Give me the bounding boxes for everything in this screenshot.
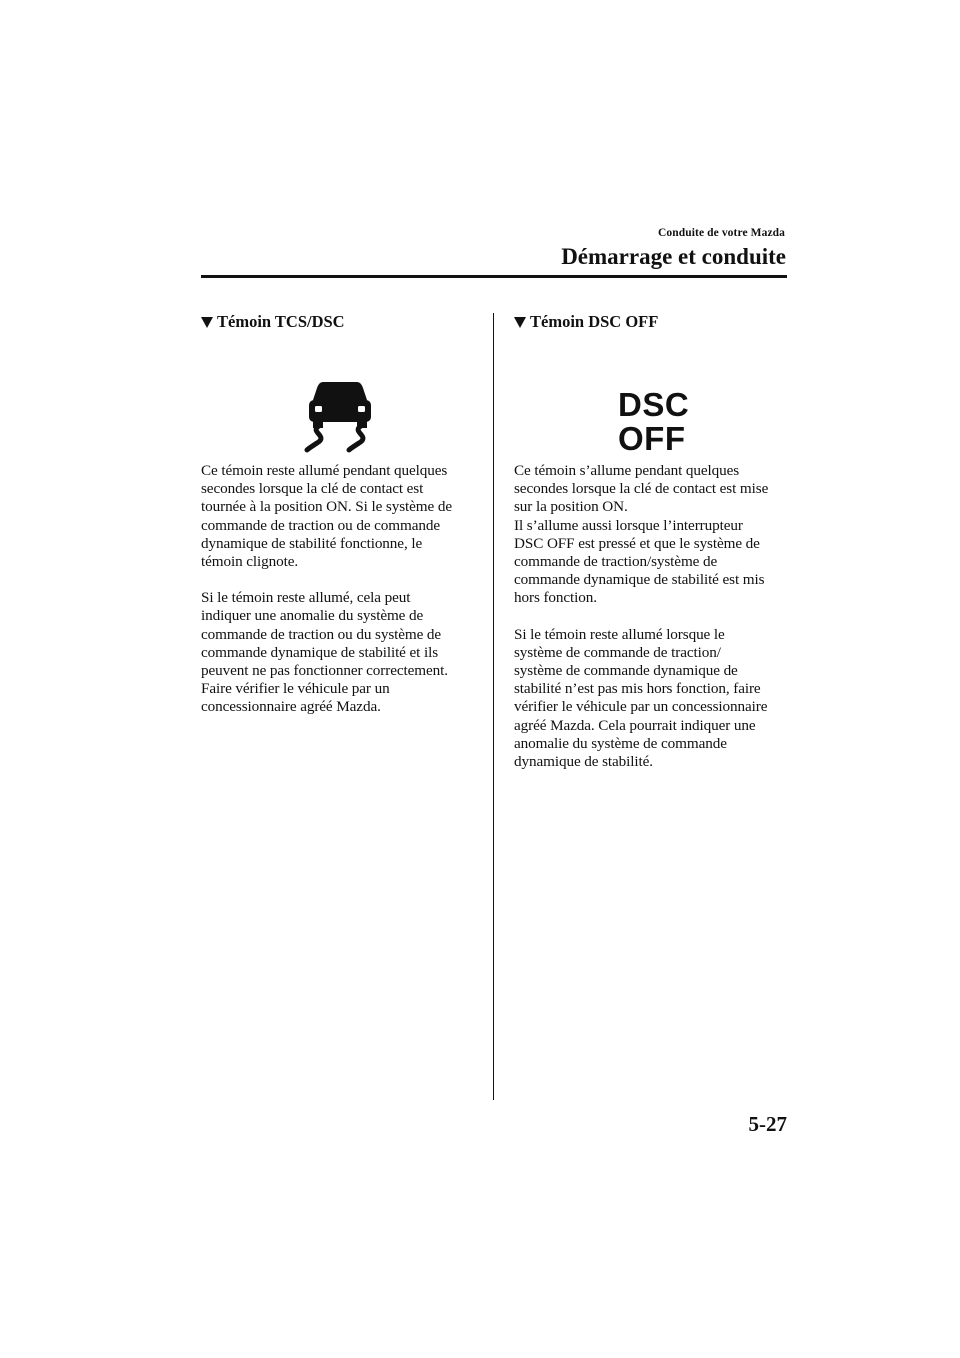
triangle-bullet-icon	[201, 317, 213, 328]
dsc-off-paragraph-2: Si le témoin reste allumé lorsque le système de commande de traction/ système de commande dynamique de stabilité n’est pas mis hors fonction, faire vérifier le véhicule par un concessionnaire agréé Mazda. Cela pourrait indiquer une anomalie du système de commande dynamique de stabilité.	[514, 625, 768, 771]
triangle-bullet-icon	[514, 317, 526, 328]
tcs-dsc-paragraph-2: Si le témoin reste allumé, cela peut indiquer une anomalie du système de commande de traction ou du système de commande dynamique de stabilité et ils peuvent ne pas fonctionner correctement. Faire vérifier le véhicule par un concessionnaire agréé Mazda.	[201, 589, 448, 716]
right-column	[514, 312, 786, 789]
dsc-off-icon	[514, 332, 786, 462]
column-divider	[493, 313, 494, 1100]
dsc-off-heading	[514, 312, 786, 332]
left-column	[201, 312, 473, 735]
chapter-header: Conduite de votre Mazda	[658, 227, 785, 239]
dsc-off-paragraph-1: Ce témoin s’allume pendant quelques secondes lorsque la clé de contact est mise sur la position ON. Il s’allume aussi lorsque l’interrupteur DSC OFF est pressé et que le système de commande de traction/système de commande dynamique de stabilité est mis hors fonction.	[514, 462, 769, 607]
tcs-dsc-heading	[201, 312, 473, 332]
page-number: 5-27	[748, 1112, 787, 1136]
tcs-dsc-icon-area	[201, 332, 473, 462]
header-rule	[201, 275, 787, 278]
dsc-off-icon-line2: OFF	[618, 420, 686, 457]
tcs-dsc-paragraph-1: Ce témoin reste allumé pendant quelques secondes lorsque la clé de contact est tournée à la position ON. Si le système de commande de traction ou de commande dynamique de stabilité fonctionne, le témoin clignote.	[201, 462, 452, 571]
tcs-dsc-skidding-car-icon	[303, 376, 383, 456]
dsc-off-icon-line1: DSC	[618, 386, 690, 423]
dsc-off-icon-text	[618, 388, 689, 456]
dsc-off-title: Témoin DSC OFF	[530, 312, 659, 331]
tcs-dsc-title: Témoin TCS/DSC	[217, 312, 345, 331]
section-title: Démarrage et conduite	[561, 244, 786, 269]
